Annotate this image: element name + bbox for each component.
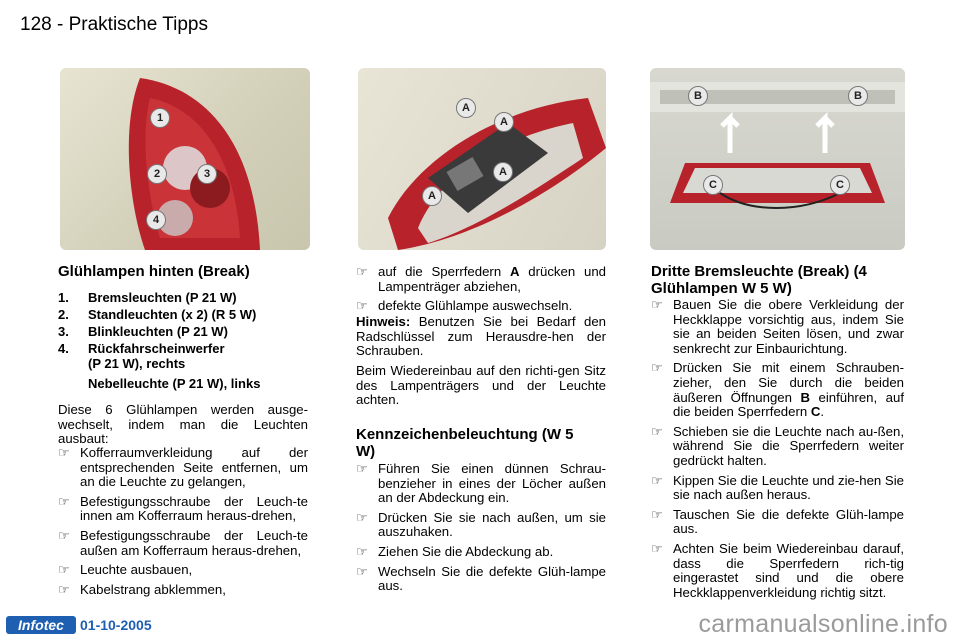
bulb-list <box>58 290 308 393</box>
pointing-hand-icon: ☞ <box>651 297 663 312</box>
pointing-hand-icon: ☞ <box>651 540 663 556</box>
step-text: Befestigungsschraube der Leuch-te außen am Kofferraum heraus-drehen, <box>80 527 308 558</box>
bulb-list-item <box>58 324 308 339</box>
brake-light-steps <box>651 298 904 605</box>
step-item <box>651 474 904 503</box>
pointing-hand-icon: ☞ <box>651 472 663 488</box>
item-text-line3: Nebelleuchte (P 21 W), links <box>88 376 261 391</box>
reassembly-paragraph: Beim Wiedereinbau auf den richti-gen Sitz des Lampenträgers und der Leuchte achten. <box>356 363 606 408</box>
bulb-list-item <box>58 290 308 305</box>
label-b: B <box>800 389 810 405</box>
step-text-pre: Drücken Sie mit einem Schrauben-zieher, den Sie durch die beiden äußeren Öffnungen <box>673 360 904 405</box>
step-item <box>356 511 606 540</box>
step-text: Ziehen Sie die Abdeckung ab. <box>378 543 554 559</box>
pointing-hand-icon: ☞ <box>356 563 368 579</box>
step-item <box>58 446 308 490</box>
step-item <box>651 298 904 356</box>
carrier-steps <box>356 265 606 319</box>
taillight-illustration <box>60 68 310 250</box>
step-item <box>58 563 308 578</box>
pointing-hand-icon: ☞ <box>356 264 368 279</box>
infotec-logo: Infotec <box>6 616 76 634</box>
step-text: Drücken Sie sie nach außen, um sie auszuhaken. <box>378 509 606 540</box>
pointing-hand-icon: ☞ <box>651 423 663 439</box>
step-text: Schieben sie die Leuchte nach au-ßen, während Sie die Sperrfedern weiter gedrückt halten. <box>673 423 904 468</box>
marker-3: 3 <box>197 164 217 184</box>
brake-light-photo <box>650 68 905 250</box>
item-number: 1. <box>58 290 69 305</box>
pointing-hand-icon: ☞ <box>356 298 368 314</box>
removal-steps <box>58 446 308 602</box>
intro-paragraph: Diese 6 Glühlampen werden ausge-wechselt, indem man die Leuchten ausbaut: <box>58 402 308 447</box>
taillight-photo <box>60 68 310 250</box>
step-item <box>58 495 308 524</box>
step-item <box>356 299 606 314</box>
step-text: Kofferraumverkleidung auf der entsprechenden Seite entfernen, um an die Leuchte zu gelangen, <box>80 445 308 490</box>
pointing-hand-icon: ☞ <box>356 543 368 559</box>
step-item <box>58 583 308 598</box>
pointing-hand-icon: ☞ <box>356 461 368 476</box>
step-item <box>356 462 606 506</box>
pointing-hand-icon: ☞ <box>651 506 663 522</box>
marker-a3: A <box>422 186 442 206</box>
page-header <box>20 14 208 36</box>
pointing-hand-icon: ☞ <box>58 581 70 597</box>
section-heading-rear-bulbs: Glühlampen hinten (Break) <box>58 263 250 280</box>
label-c: C <box>810 404 821 420</box>
marker-b2: B <box>848 86 868 106</box>
section-heading-license-plate: Kennzeichenbeleuchtung (W 5 W) <box>356 426 574 460</box>
step-text-mid: einführen, auf die beiden Sperrfedern <box>673 389 904 420</box>
step-item <box>356 565 606 594</box>
item-text-line2: (P 21 W), rechts <box>88 356 186 371</box>
marker-c2: C <box>830 175 850 195</box>
marker-a1: A <box>456 98 476 118</box>
step-text-post: drücken und Lampenträger abziehen, <box>378 264 606 294</box>
marker-b1: B <box>688 86 708 106</box>
marker-c1: C <box>703 175 723 195</box>
step-item <box>356 545 606 560</box>
step-item <box>356 265 606 294</box>
marker-a4: A <box>493 162 513 182</box>
pointing-hand-icon: ☞ <box>58 445 70 460</box>
chapter-title: Praktische Tipps <box>68 14 208 35</box>
marker-4: 4 <box>146 210 166 230</box>
page-number: 128 <box>20 14 52 35</box>
step-text-pre: auf die Sperrfedern <box>378 264 502 279</box>
step-text: Bauen Sie die obere Verkleidung der Heckklappe vorsichtig aus, indem Sie sie an beiden Seiten lösen, und zwar senkrecht zur Einbaurichtung. <box>673 297 904 356</box>
hint-paragraph <box>356 315 606 359</box>
step-text: Wechseln Sie die defekte Glüh-lampe aus. <box>378 563 606 594</box>
lamp-carrier-photo <box>358 68 606 250</box>
step-text: Leuchte ausbauen, <box>80 562 193 578</box>
pointing-hand-icon: ☞ <box>58 562 70 578</box>
lamp-carrier-illustration <box>358 68 606 250</box>
step-text: Tauschen Sie die defekte Glüh-lampe aus. <box>673 506 904 537</box>
marker-2: 2 <box>147 164 167 184</box>
marker-1: 1 <box>150 108 170 128</box>
step-text: Kippen Sie die Leuchte und zie-hen Sie sie nach außen heraus. <box>673 472 904 503</box>
license-plate-steps <box>356 462 606 599</box>
item-number: 3. <box>58 324 69 339</box>
step-text-end: . <box>820 404 825 420</box>
item-text: Blinkleuchten (P 21 W) <box>88 324 228 339</box>
hint-text: Benutzen Sie bei Bedarf den Radschlüssel zum Herausdre-hen der Schrauben. <box>356 314 606 359</box>
item-number: 4. <box>58 341 69 356</box>
step-item <box>651 361 904 419</box>
step-item <box>651 542 904 600</box>
step-item <box>651 425 904 469</box>
pointing-hand-icon: ☞ <box>651 360 663 376</box>
item-text: Standleuchten (x 2) (R 5 W) <box>88 307 257 322</box>
label-a: A <box>509 264 520 279</box>
step-text: Kabelstrang abklemmen, <box>80 581 226 597</box>
footer-date: 01-10-2005 <box>80 617 152 633</box>
marker-a2: A <box>494 112 514 132</box>
watermark: carmanualsonline.info <box>698 610 948 638</box>
item-number: 2. <box>58 307 69 322</box>
item-text: Rückfahrscheinwerfer <box>88 341 225 356</box>
section-heading-third-brake-light: Dritte Bremsleuchte (Break) (4 Glühlampen W 5 W) <box>651 263 867 297</box>
step-text: Achten Sie beim Wiedereinbau darauf, dass die Sperrfedern rich-tig eingerastet sind und die obere Heckklappenverkleidung richtig sitzt. <box>673 540 904 600</box>
pointing-hand-icon: ☞ <box>58 527 70 543</box>
step-item <box>651 508 904 537</box>
bulb-list-item <box>58 341 308 391</box>
bulb-list-item <box>58 307 308 322</box>
hint-label: Hinweis: <box>356 314 411 329</box>
step-item <box>58 529 308 558</box>
pointing-hand-icon: ☞ <box>356 509 368 525</box>
pointing-hand-icon: ☞ <box>58 493 70 509</box>
step-text: Führen Sie einen dünnen Schrau-benzieher in eines der Löcher außen an der Abdeckung ein. <box>378 461 606 506</box>
item-text: Bremsleuchten (P 21 W) <box>88 290 237 305</box>
step-text: defekte Glühlampe auswechseln. <box>378 298 573 314</box>
header-separator: - <box>56 14 64 35</box>
step-text: Befestigungsschraube der Leuch-te innen am Kofferraum heraus-drehen, <box>80 493 308 524</box>
